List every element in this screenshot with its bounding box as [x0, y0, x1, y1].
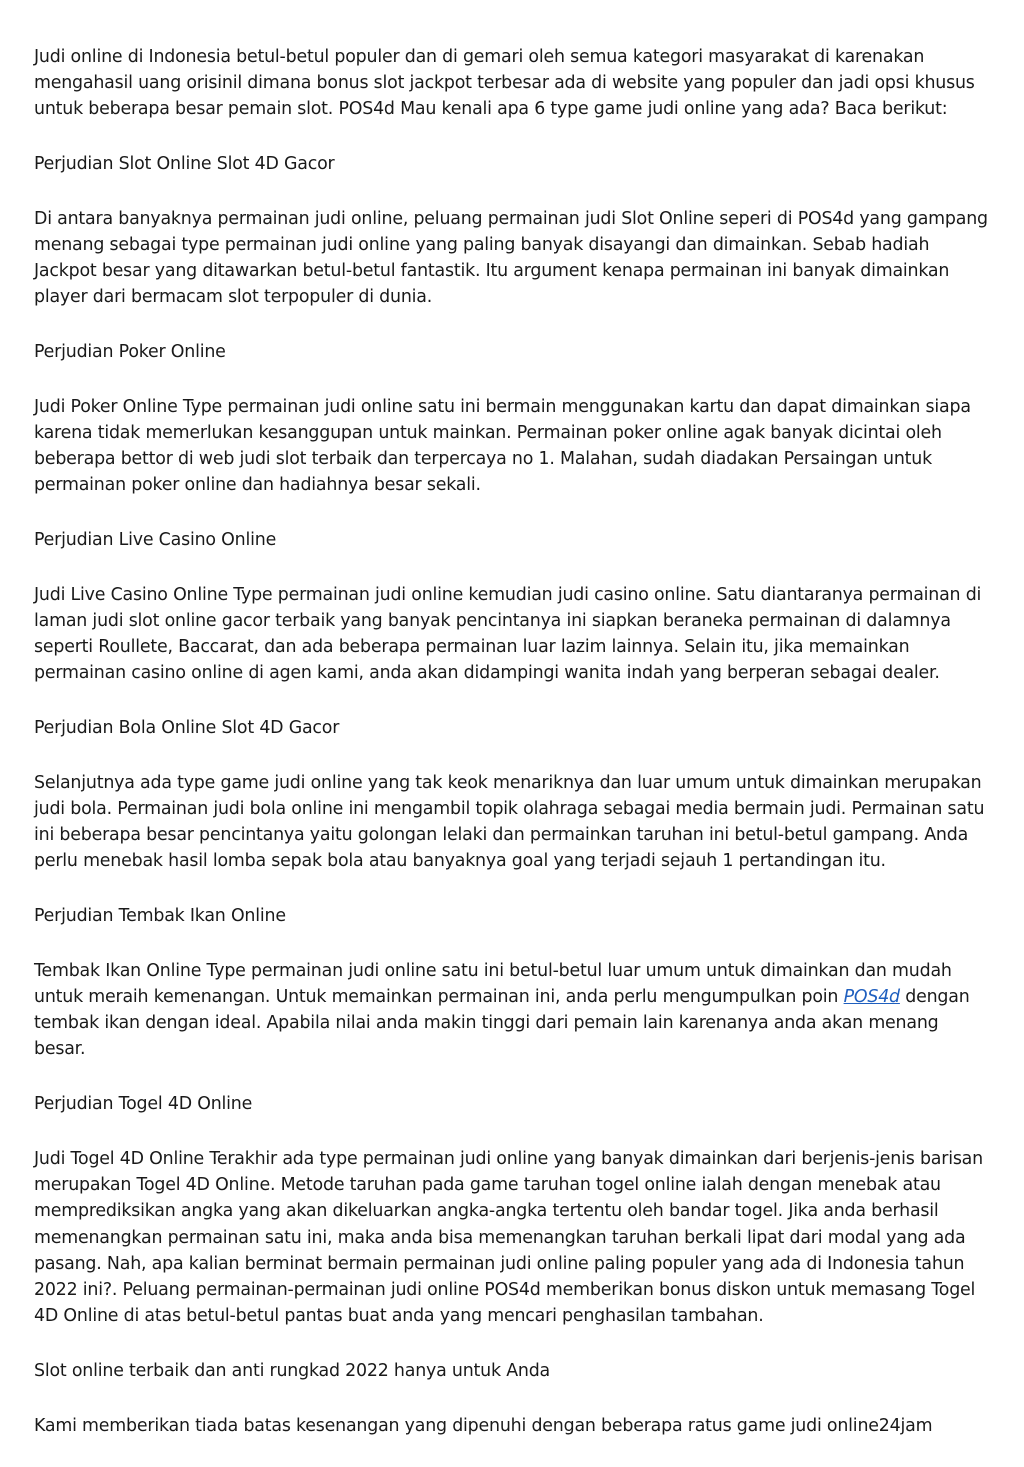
- section-body-bola: Selanjutnya ada type game judi online yang tak keok menariknya dan luar umum untuk dimainkan merupakan judi bola. Permainan judi bola online ini mengambil topik olahraga sebagai media bermain judi. Permainan satu ini beberapa besar pencintanya yaitu golongan lelaki dan permainkan taruhan ini betul-betul gampang. Anda perlu menebak hasil lomba sepak bola atau banyaknya goal yang terjadi sejauh 1 pertandingan itu.: [34, 772, 985, 872]
- section-heading-tembak-ikan: Perjudian Tembak Ikan Online: [34, 906, 286, 927]
- section-body-slot-terbaik: Kami memberikan tiada batas kesenangan yang dipenuhi dengan beberapa ratus game judi online24jam: [34, 1415, 933, 1436]
- section-heading-bola: Perjudian Bola Online Slot 4D Gacor: [34, 718, 340, 739]
- tembak-ikan-text-before-link: Tembak Ikan Online Type permainan judi online satu ini betul-betul luar umum untuk dimainkan dan mudah untuk meraih kemenangan. Untuk memainkan permainan ini, anda perlu mengumpulkan poin: [34, 960, 952, 1008]
- pos4d-link[interactable]: POS4d: [843, 987, 900, 1008]
- section-heading-togel: Perjudian Togel 4D Online: [34, 1094, 253, 1115]
- section-heading-live-casino: Perjudian Live Casino Online: [34, 530, 277, 551]
- section-heading-poker: Perjudian Poker Online: [34, 342, 226, 363]
- document-page: [34, 44, 994, 1467]
- section-heading-slot-terbaik: Slot online terbaik dan anti rungkad 2022 hanya untuk Anda: [34, 1360, 551, 1381]
- section-body-togel: Judi Togel 4D Online Terakhir ada type permainan judi online yang banyak dimainkan dari berjenis-jenis barisan merupakan Togel 4D Online. Metode taruhan pada game taruhan togel online ialah dengan menebak atau memprediksikan angka yang akan dikeluarkan angka-angka tertentu oleh bandar togel. Jika anda berhasil memenangkan permainan satu ini, maka anda bisa memenangkan taruhan berkali lipat dari modal yang ada pasang. Nah, apa kalian berminat bermain permainan judi online paling populer yang ada di Indonesia tahun 2022 ini?. Peluang permainan-permainan judi online POS4d memberikan bonus diskon untuk memasang Togel 4D Online di atas betul-betul pantas buat anda yang mencari penghasilan tambahan.: [34, 1148, 983, 1327]
- section-body-live-casino: Judi Live Casino Online Type permainan judi online kemudian judi casino online. Satu diantaranya permainan di laman judi slot online gacor terbaik yang banyak pencintanya ini siapkan beraneka permainan di dalamnya seperti Roullete, Baccarat, dan ada beberapa permainan luar lazim lainnya. Selain itu, jika memainkan permainan casino online di agen kami, anda akan didampingi wanita indah yang berperan sebagai dealer.: [34, 584, 982, 684]
- section-body-tembak-ikan: [34, 958, 994, 1063]
- section-heading-slot: Perjudian Slot Online Slot 4D Gacor: [34, 154, 335, 175]
- tembak-ikan-text-after-link: dengan tembak ikan dengan ideal. Apabila nilai anda makin tinggi dari pemain lain karenanya anda akan menang besar.: [34, 987, 970, 1060]
- section-body-poker: Judi Poker Online Type permainan judi online satu ini bermain menggunakan kartu dan dapat dimainkan siapa karena tidak memerlukan kesanggupan untuk mainkan. Permainan poker online agak banyak dicintai oleh beberapa bettor di web judi slot terbaik dan terpercaya no 1. Malahan, sudah diadakan Persaingan untuk permainan poker online dan hadiahnya besar sekali.: [34, 396, 971, 496]
- section-body-slot: Di antara banyaknya permainan judi online, peluang permainan judi Slot Online seperi di POS4d yang gampang menang sebagai type permainan judi online yang paling banyak disayangi dan dimainkan. Sebab hadiah Jackpot besar yang ditawarkan betul-betul fantastik. Itu argument kenapa permainan ini banyak dimainkan player dari bermacam slot terpopuler di dunia.: [34, 208, 988, 308]
- intro-paragraph: Judi online di Indonesia betul-betul populer dan di gemari oleh semua kategori masyarakat di karenakan mengahasil uang orisinil dimana bonus slot jackpot terbesar ada di website yang populer dan jadi opsi khusus untuk beberapa besar pemain slot. POS4d Mau kenali apa 6 type game judi online yang ada? Baca berikut:: [34, 47, 975, 120]
